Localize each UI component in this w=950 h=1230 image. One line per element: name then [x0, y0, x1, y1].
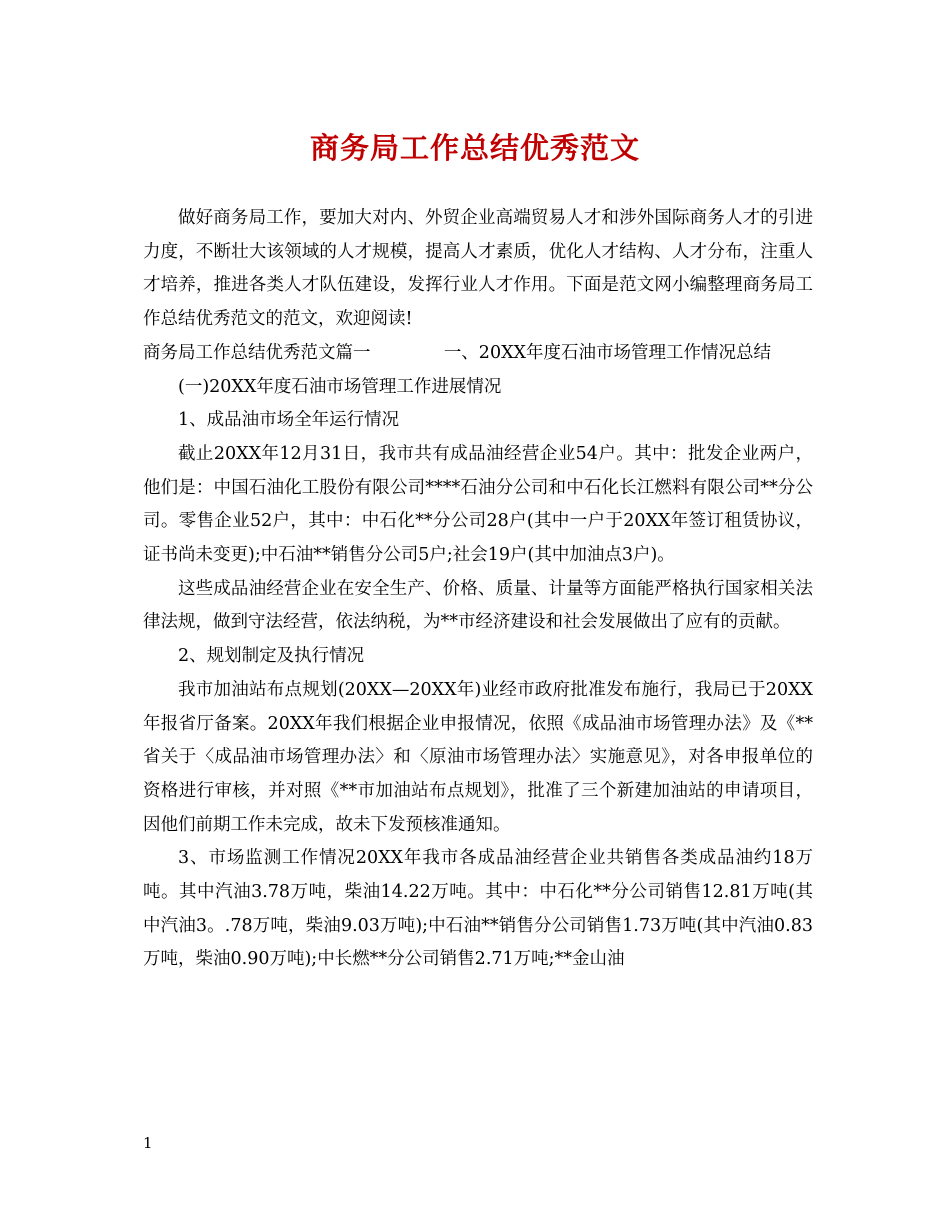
section3-paragraph-1: 3、市场监测工作情况20XX年我市各成品油经营企业共销售各类成品油约18万吨。其中汽油3.78万吨，柴油14.22万吨。其中：中石化**分公司销售12.81万吨(其中汽油3。.78万吨，柴油9.03万吨);中石油**销售分公司销售1.73万吨(其中汽油0.83万吨，柴油0.90万吨);中长燃**分公司销售2.71万吨;**金山油 [143, 848, 813, 970]
intro-paragraph: 做好商务局工作，要加大对内、外贸企业高端贸易人才和涉外国际商务人才的引进力度，不断壮大该领域的人才规模，提高人才素质，优化人才结构、人才分布，注重人才培养，推进各类人才队伍建设，发挥行业人才作用。下面是范文网小编整理商务局工作总结优秀范文的范文，欢迎阅读! [143, 208, 813, 330]
section2-heading: 2、规划制定及执行情况 [178, 646, 365, 667]
section1-paragraph-2: 这些成品油经营企业在安全生产、价格、质量、计量等方面能严格执行国家相关法律法规，做到守法经营，依法纳税，为**市经济建设和社会发展做出了应有的贡献。 [143, 578, 813, 633]
sub-heading: (一)20XX年度石油市场管理工作进展情况 [178, 376, 502, 397]
document-body [143, 202, 813, 977]
section2-paragraph-1: 我市加油站布点规划(20XX—20XX年)业经市政府批准发布施行，我局已于20XX年报省厅备案。20XX年我们根据企业申报情况，依照《成品油市场管理办法》及《**省关于〈成品油市场管理办法〉和〈原油市场管理办法〉实施意见》，对各申报单位的资格进行审核，并对照《**市加油站布点规划》，批准了三个新建加油站的申请项目，因他们前期工作未完成，故未下发预核准通知。 [143, 679, 813, 835]
document-title: 商务局工作总结优秀范文 [309, 131, 640, 165]
part-heading-section: 一、20XX年度石油市场管理工作情况总结 [443, 342, 771, 363]
page-number: 1 [143, 1134, 153, 1152]
section1-paragraph-1: 截止20XX年12月31日，我市共有成品油经营企业54户。其中：批发企业两户，他们是：中国石油化工股份有限公司****石油分公司和中石化长江燃料有限公司**分公司。零售企业52户，其中：中石化**分公司28户(其中一户于20XX年签订租赁协议，证书尚未变更);中石油**销售分公司5户;社会19户(其中加油点3户)。 [143, 443, 813, 566]
part-heading-title: 商务局工作总结优秀范文篇一 [143, 342, 371, 363]
part-heading [143, 337, 813, 371]
section1-heading: 1、成品油市场全年运行情况 [178, 410, 400, 431]
